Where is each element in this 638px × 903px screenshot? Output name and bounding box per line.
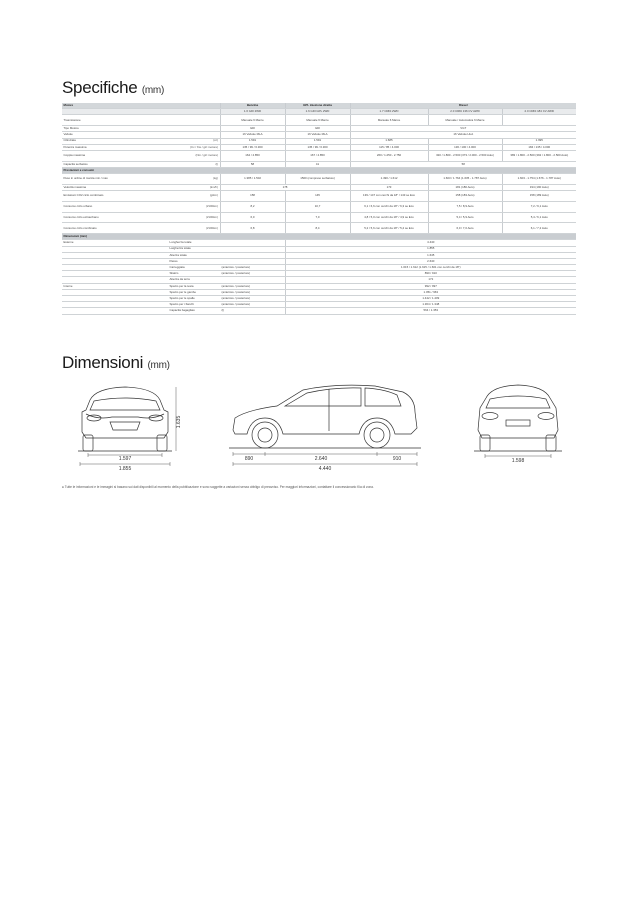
row-label: Cilindrata [62, 138, 168, 144]
dims-title-unit: (mm) [147, 360, 170, 371]
table-cell: 158 (183 Auto) [428, 191, 502, 202]
table-cell: 184 / 135 / 4.000 [502, 144, 576, 150]
row-label: Spazio per i fianchi [168, 302, 220, 308]
subheader-cell: 1.7 CRDi 2WD [350, 109, 428, 115]
front-wheel-left [83, 435, 93, 451]
subheader-cell: 2.0 CRDi 184 CV AWD [502, 109, 576, 115]
row-label: Valvole [62, 132, 168, 138]
table-cell: 6,8 [220, 223, 285, 234]
row-label: Capacità serbatoio [62, 161, 168, 167]
header-motore: Motore [62, 103, 220, 109]
row-unit: (l/100km) [168, 223, 220, 234]
row-label: Coppia massima [62, 150, 168, 161]
dims-title-text: Dimensioni [62, 353, 144, 372]
table-cell: 1.995 [502, 138, 576, 144]
rear-light-left [482, 413, 498, 420]
table-cell [502, 115, 576, 126]
side-rear-wheel [364, 422, 390, 448]
row-value: 890 / 910 [285, 271, 576, 277]
row-label: Tipo Motore [62, 126, 168, 132]
table-cell: 167 / 4.850 [285, 150, 350, 161]
table-cell: 158 [220, 191, 285, 202]
rear-overhang-label: 910 [392, 456, 402, 462]
front-body-outline [82, 387, 168, 438]
table-cell: 194 (190 Auto) [502, 184, 576, 190]
row-value: 992 / 997 [285, 283, 576, 289]
row-label: Spazio per la testa [168, 283, 220, 289]
specs-table [62, 103, 576, 315]
row-label: Spazio per le gambe [168, 289, 220, 295]
table-row [62, 212, 576, 223]
rear-body-outline [478, 385, 558, 438]
row-unit: (g/km) [168, 191, 220, 202]
row-unit: (anteriore / posteriore) [220, 271, 285, 277]
table-cell: 6,0 [220, 212, 285, 223]
table-row [62, 223, 576, 234]
row-unit: (l) [220, 308, 285, 314]
section-prestazioni-label: Prestazioni e consumi [62, 167, 576, 173]
table-cell: 1.603 - 1.754 (1.676 - 1.787 Auto) [502, 174, 576, 185]
row-label: Velocità massima [62, 184, 168, 190]
row-unit: (anteriore / posteriore) [220, 302, 285, 308]
row-label: Consumo ciclo combinato [62, 223, 168, 234]
table-cell: 1.685 [350, 138, 428, 144]
row-label: Consumo ciclo urbano [62, 201, 168, 212]
table-cell: 1.603 / 1.764 (1.635 - 1.787 Auto) [428, 174, 502, 185]
row-unit: (anteriore / posteriore) [220, 265, 285, 271]
rear-light-right [538, 413, 554, 420]
row-label: Passo [168, 258, 220, 264]
table-cell: 58 [220, 161, 285, 167]
table-cell: 181 (180 Auto) [428, 184, 502, 190]
header-benzina: Benzina [220, 103, 285, 109]
row-unit: (kg) [168, 174, 220, 185]
rear-view-drawing [466, 380, 571, 465]
header-diesel: Diesel [350, 103, 576, 109]
row-label: Spazio per le spalle [168, 296, 220, 302]
table-cell: 1.591 [285, 138, 350, 144]
row-value: 1.051 / 963 [285, 289, 576, 295]
row-label: Potenza massima [62, 144, 168, 150]
front-view-drawing [68, 380, 183, 475]
row-value: 4.440 [285, 240, 576, 246]
front-grille [110, 422, 140, 430]
table-cell: 7,0 [285, 212, 350, 223]
table-cell: 178 [220, 184, 350, 190]
row-unit: (cc) [168, 138, 220, 144]
row-unit: (l/100km) [168, 201, 220, 212]
table-cell: 260 / 1.250 - 2.750 [350, 150, 428, 161]
specs-title-text: Specifiche [62, 78, 138, 97]
table-cell: 6,1 / 6,6 con cerchi da 18" / 6,3 se Eco [350, 201, 428, 212]
row-value: 1.615 / 1.612 (1.615 / 1.601 con cerchi da 18") [285, 265, 576, 271]
table-cell: 16 Valvole MLA [220, 132, 285, 138]
length-label: 4.440 [318, 466, 332, 472]
table-cell: 4,8 / 5,0 con cerchi da 18" / 4,9 se Eco [350, 212, 428, 223]
table-cell: 16 Valvole MLA [285, 132, 350, 138]
table-cell: 135 / 99 / 6.300 [220, 144, 285, 150]
footnote: ● Tutte le informazioni e le immagini si basano sui dati disponibili al momento della pubblicazione e sono soggette a variazioni senza obbligo di preavviso. Per maggiori informazioni, contattare il concessionario Kia di zona. [62, 485, 374, 489]
row-value: 2.640 [285, 258, 576, 264]
table-cell: 7,5 / 8,9 Auto [428, 201, 502, 212]
table-cell: 16 Valvole HLA [350, 132, 576, 138]
specs-title-unit: (mm) [141, 85, 164, 96]
row-label: Trasmissione [62, 115, 168, 126]
subheader-cell: 2.0 CRDi 136 CV AWD [428, 109, 502, 115]
table-cell: 6,0 / 7,0 Auto [428, 223, 502, 234]
rear-track-label: 1.598 [511, 458, 525, 464]
interne-rows [62, 283, 576, 314]
table-cell: 5,2 / 5,6 con cerchi da 18" / 5,4 se Eco [350, 223, 428, 234]
group-label [62, 308, 168, 314]
table-cell: 1.490 / 1.612 [350, 174, 428, 185]
table-cell: 173 [350, 184, 428, 190]
table-cell: 41 [285, 161, 350, 167]
row-value: 564 / 1.353 [285, 308, 576, 314]
table-cell: 115 / 85 / 4.000 [350, 144, 428, 150]
table-cell: 1500 (compreso serbatoio) [285, 174, 350, 185]
prestazioni-rows [62, 174, 576, 234]
table-cell: Manuale 6 Marce [350, 115, 428, 126]
front-overhang-label: 890 [244, 456, 254, 462]
row-value: 1.855 [285, 246, 576, 252]
row-unit: (km/h) [168, 184, 220, 190]
subheader-cell: 1.6 GDI 2WD [220, 109, 285, 115]
table-cell: 136 / 100 / 4.000 [428, 144, 502, 150]
front-track-label: 1.597 [118, 456, 132, 462]
row-value: 1.364 / 1.348 [285, 302, 576, 308]
wheelbase-label: 2.640 [314, 456, 328, 462]
row-unit: (anteriore / posteriore) [220, 296, 285, 302]
table-row [62, 201, 576, 212]
table-row [62, 174, 576, 185]
subheader-cell: 1.6 GDI GPL 2WD [285, 109, 350, 115]
front-windshield [90, 398, 160, 410]
row-value: 1.442 / 1.409 [285, 296, 576, 302]
row-label: Altezza da terra [168, 277, 220, 283]
table-cell: 6,1 / 7,2 Auto [502, 223, 576, 234]
table-cell: GDI [220, 126, 285, 132]
table-cell: Manuale / Automatica 6 Marce [428, 115, 502, 126]
row-unit: (Nm / giri motore) [168, 150, 220, 161]
row-unit: (Cv / Kw / giri motore) [168, 144, 220, 150]
table-cell: 5,4 / 6,1 Auto [502, 212, 576, 223]
table-cell: 139 / 147 con cerchi da 18" / 143 se Eco [350, 191, 428, 202]
table-cell: 320 / 1.800 - 2.500 (373 / 2.000 - 2.500 Auto) [428, 150, 502, 161]
table-cell: 145 [285, 191, 350, 202]
row-unit: (anteriore / posteriore) [220, 283, 285, 289]
height-label: 1.635 [176, 415, 182, 429]
table-cell: VGT [350, 126, 576, 132]
rear-plate [506, 420, 530, 426]
table-cell: 1.385 / 1.502 [220, 174, 285, 185]
motore-rows [62, 115, 576, 168]
table-row [62, 191, 576, 202]
row-label: Consumo ciclo extraurbano [62, 212, 168, 223]
rear-window [486, 396, 550, 408]
table-cell: 10,7 [285, 201, 350, 212]
table-cell: Manuale 6 Marce [220, 115, 285, 126]
specs-title [62, 78, 164, 98]
row-label: Capacità bagagliaio [168, 308, 220, 314]
side-front-wheel [252, 422, 278, 448]
side-view-drawing [225, 378, 425, 473]
row-label: Lunghezza totale [168, 240, 220, 246]
row-label: Sbalzo [168, 271, 220, 277]
table-cell: 158 (189 Auto) [502, 191, 576, 202]
row-unit: (anteriore / posteriore) [220, 289, 285, 295]
row-label: Carreggiata [168, 265, 220, 271]
table-cell: 8,2 [220, 201, 285, 212]
table-cell: 5,4 / 5,9 Auto [428, 212, 502, 223]
row-value: 1.645 [285, 252, 576, 258]
side-body-outline [233, 385, 417, 434]
group-label: Interne [62, 283, 168, 289]
table-cell: 383 / 1.800 - 2.500 (392 / 1.800 - 2.500 Auto) [502, 150, 576, 161]
row-label: Emissioni CO2 ciclo combinato [62, 191, 168, 202]
table-row [62, 115, 576, 126]
group-label: Esterne [62, 240, 168, 246]
header-gpl: GPL iniezione diretta [285, 103, 350, 109]
front-wheel-right [157, 435, 167, 451]
table-cell: 58 [350, 161, 576, 167]
row-unit: (l) [168, 161, 220, 167]
front-width-label: 1.855 [118, 466, 132, 472]
side-front-window [285, 388, 361, 406]
table-cell: 1.591 [220, 138, 285, 144]
section-dimensioni-label: Dimensioni (mm) [62, 234, 576, 240]
table-cell: 164 / 4.850 [220, 150, 285, 161]
esterne-rows [62, 240, 576, 283]
table-cell: GDI [285, 126, 350, 132]
table-cell: Manuale 6 Marce [285, 115, 350, 126]
row-unit [168, 115, 220, 126]
row-label: Altezza totale [168, 252, 220, 258]
table-row [62, 150, 576, 161]
dims-title [62, 353, 170, 373]
table-cell: 135 / 99 / 6.300 [285, 144, 350, 150]
row-value: 172 [285, 277, 576, 283]
table-row [62, 308, 576, 314]
table-cell: 8,4 [285, 223, 350, 234]
row-label: Larghezza totale [168, 246, 220, 252]
table-cell: 7,2 / 9,1 Auto [502, 201, 576, 212]
row-unit: (l/100km) [168, 212, 220, 223]
row-label: Peso in ordine di marcia min / max [62, 174, 168, 185]
front-hood-line [86, 414, 164, 418]
